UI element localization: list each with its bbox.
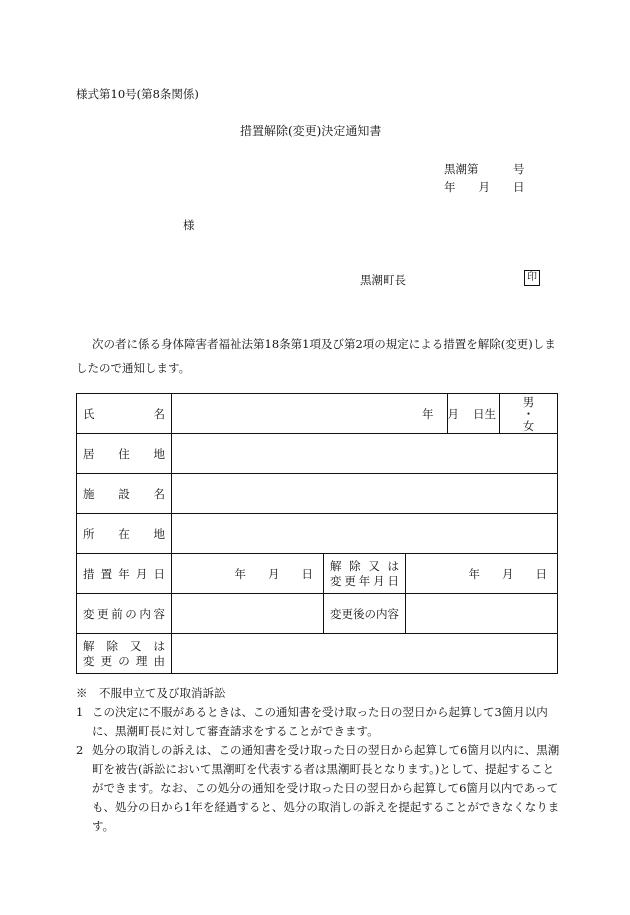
- label-char: 措: [83, 566, 95, 581]
- details-table: [76, 393, 558, 674]
- sender-name: 黒潮町長: [360, 273, 406, 287]
- facility-label: [77, 474, 172, 514]
- label-char: 更: [100, 653, 113, 668]
- label-char: 月: [373, 573, 385, 588]
- label-char: 月: [502, 566, 514, 581]
- note-item-1: [76, 703, 560, 741]
- addressee-suffix: 様: [183, 218, 195, 232]
- document-title: 措置解除(変更)決定通知書: [240, 124, 382, 138]
- before-value[interactable]: [172, 594, 324, 634]
- label-char: 又: [130, 638, 142, 653]
- location-label: [77, 514, 172, 554]
- label-char: 又: [368, 558, 380, 573]
- label-char: 施: [83, 486, 95, 501]
- label-char: 日生: [473, 406, 497, 421]
- note-number: 2: [76, 743, 84, 757]
- label-char: 解: [83, 638, 95, 653]
- label-char: 変: [330, 573, 342, 588]
- row-reason: [77, 634, 558, 674]
- row-contents: [77, 594, 558, 634]
- note-text: この決定に不服があるときは、この通知書を受け取った日の翌日から起算して3箇月以内に、黒潮町長に対して審査請求をすることができます。: [92, 705, 548, 738]
- label-char: 日: [387, 573, 399, 588]
- row-name: [77, 394, 558, 434]
- note-text: 処分の取消しの訴えは、この通知書を受け取った日の翌日から起算して6箇月以内に、黒潮町を被告(訴訟において黒潮町を代表する者は黒潮町長となります。)として、提起することができます。なお、この処分の通知を受け取った日の翌日から起算して6箇月以内であっても、処分の日から1年を経過すると、処分の取消しの訴えを提起することができなくなります。: [92, 743, 560, 833]
- label-char: 月: [135, 566, 148, 581]
- label-char: 年: [358, 573, 371, 588]
- label-char: 解: [330, 558, 342, 573]
- label-char: 月: [447, 406, 460, 421]
- row-residence: [77, 434, 558, 474]
- label-char: 在: [118, 526, 130, 541]
- release-date-value[interactable]: [406, 554, 558, 594]
- label-char: 名: [153, 486, 165, 501]
- issue-date: 年 月 日: [444, 180, 525, 194]
- label-char: 所: [83, 526, 95, 541]
- row-dates: [77, 554, 558, 594]
- label-char: の: [118, 653, 130, 668]
- label-char: は: [387, 558, 399, 573]
- note-item-2: [76, 741, 560, 836]
- label-char: 容: [153, 606, 165, 621]
- label-char: 年: [118, 566, 130, 581]
- label-char: 理: [135, 653, 148, 668]
- notes-section: [76, 684, 560, 836]
- label-char: 内: [139, 606, 151, 621]
- label-char: 除: [106, 638, 118, 653]
- after-value[interactable]: [406, 594, 558, 634]
- birthdate-value[interactable]: [422, 394, 500, 434]
- label-char: 更: [344, 573, 356, 588]
- residence-label: [77, 434, 172, 474]
- label-char: 由: [153, 653, 165, 668]
- label-char: は: [153, 638, 165, 653]
- label-char: の: [125, 606, 137, 621]
- label-char: 居: [83, 446, 95, 461]
- release-date-label: [324, 554, 406, 594]
- label-char: 置: [100, 566, 113, 581]
- label-char: 年: [422, 406, 434, 421]
- form-number: 様式第10号(第8条関係): [76, 87, 199, 101]
- residence-value[interactable]: [172, 434, 558, 474]
- label-char: 日: [153, 566, 165, 581]
- label-char: 地: [153, 526, 165, 541]
- reason-label: [77, 634, 172, 674]
- row-location: [77, 514, 558, 554]
- measure-date-label: [77, 554, 172, 594]
- body-text: 次の者に係る身体障害者福祉法第18条第1項及び第2項の規定による措置を解除(変更)しましたので通知します。: [76, 337, 556, 375]
- label-char: 設: [118, 486, 130, 501]
- label-char: 月: [268, 566, 280, 581]
- label-char: 除: [349, 558, 361, 573]
- note-number: 1: [76, 705, 84, 719]
- label-char: 日: [301, 566, 313, 581]
- after-label: 変更後の内容: [324, 594, 406, 634]
- label-char: 年: [468, 566, 481, 581]
- label-char: 更: [97, 606, 109, 621]
- label-char: 日: [535, 566, 548, 581]
- notes-title: ※ 不服申立て及び取消訴訟: [76, 686, 226, 700]
- label-char: 変: [83, 653, 95, 668]
- before-label: [77, 594, 172, 634]
- label-char: 地: [153, 446, 165, 461]
- location-value[interactable]: [172, 514, 558, 554]
- label-char: 氏: [83, 406, 95, 421]
- facility-value[interactable]: [172, 474, 558, 514]
- label-char: 年: [234, 566, 246, 581]
- label-char: 名: [153, 406, 165, 421]
- gender-cell[interactable]: 男 ・ 女: [500, 394, 558, 434]
- reason-value[interactable]: [172, 634, 558, 674]
- reference-number: 黒潮第 号: [444, 162, 525, 176]
- seal-mark: 印: [524, 270, 540, 286]
- label-char: 住: [118, 446, 130, 461]
- row-facility: [77, 474, 558, 514]
- label-char: 変: [83, 606, 95, 621]
- name-label: [77, 394, 172, 434]
- label-char: 前: [111, 606, 123, 621]
- measure-date-value[interactable]: [172, 554, 324, 594]
